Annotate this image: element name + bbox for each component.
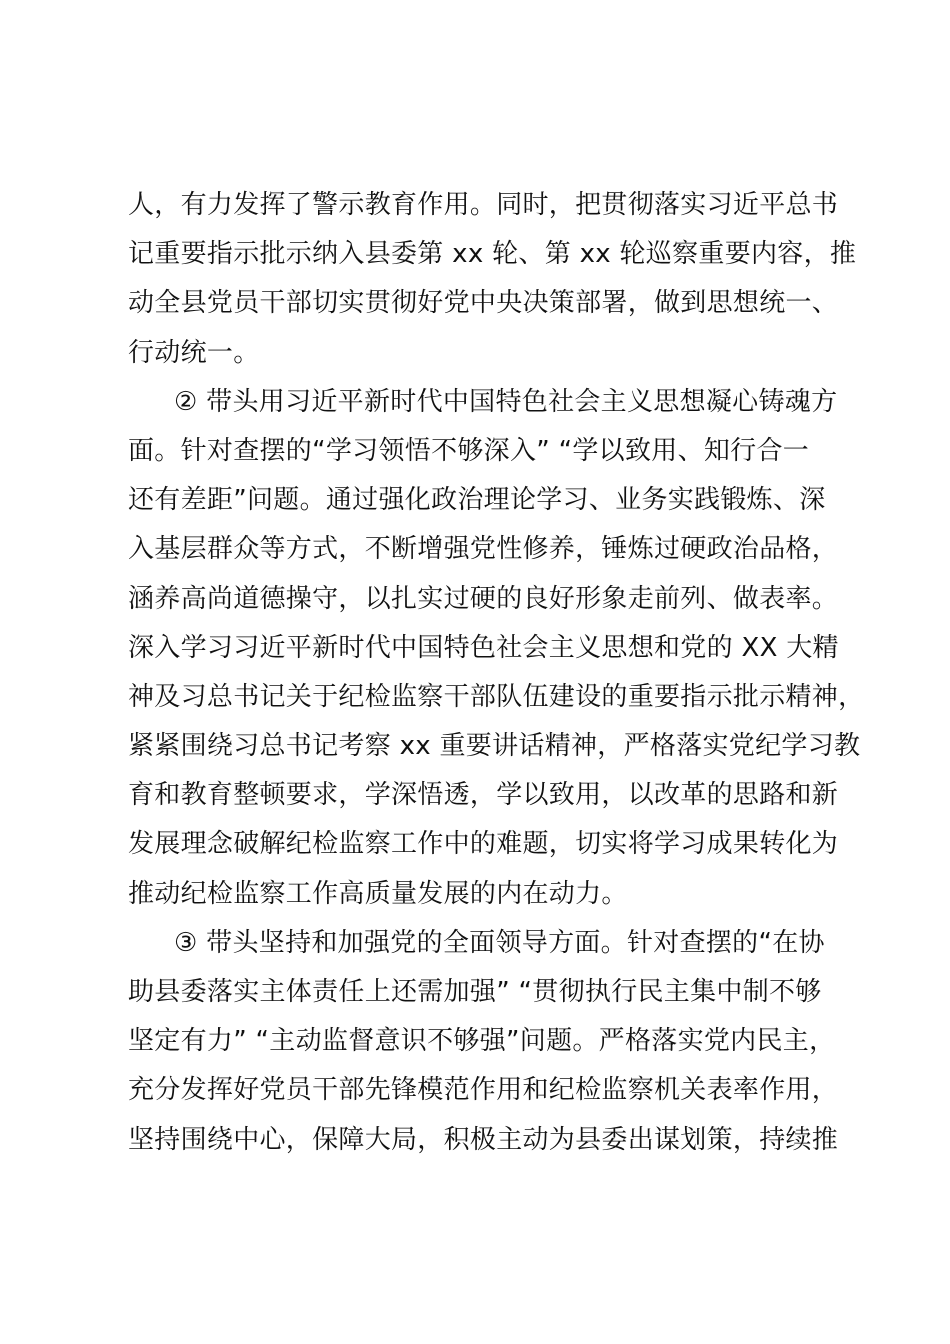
text-line: 入基层群众等方式，不断增强党性修养，锤炼过硬政治品格， <box>128 534 839 565</box>
text-line: 面。针对查摆的“学习领悟不够深入” “学以致用、知行合一 <box>128 435 810 466</box>
paragraph-item-3 <box>128 919 858 1165</box>
text-line: 充分发挥好党员干部先锋模范作用和纪检监察机关表率作用， <box>128 1075 839 1106</box>
paragraph-item-2 <box>128 378 865 919</box>
document-body <box>128 181 865 1165</box>
text-line: 神及习总书记关于纪检监察干部队伍建设的重要指示批示精神， <box>128 681 865 712</box>
text-line: 推动纪检监察工作高质量发展的内在动力。 <box>128 878 628 909</box>
text-line: 坚持围绕中心，保障大局，积极主动为县委出谋划策，持续推 <box>128 1124 839 1155</box>
text-line: 紧紧围绕习总书记考察 xx 重要讲话精神，严格落实党纪学习教 <box>128 731 861 762</box>
text-line: 记重要指示批示纳入县委第 xx 轮、第 xx 轮巡察重要内容，推 <box>128 239 857 270</box>
text-line: ② 带头用习近平新时代中国特色社会主义思想凝心铸魂方 <box>174 386 838 417</box>
text-line: 深入学习习近平新时代中国特色社会主义思想和党的 XX 大精 <box>128 632 839 663</box>
text-line: 坚定有力” “主动监督意识不够强”问题。严格落实党内民主， <box>128 1026 836 1057</box>
paragraph-continuation <box>128 181 858 378</box>
text-line: 涵养高尚道德操守，以扎实过硬的良好形象走前列、做表率。 <box>128 583 839 614</box>
text-line: 人，有力发挥了警示教育作用。同时，把贯彻落实习近平总书 <box>128 190 839 220</box>
text-line: 助县委落实主体责任上还需加强” “贯彻执行民主集中制不够 <box>128 977 822 1007</box>
text-line: ③ 带头坚持和加强党的全面领导方面。针对查摆的“在协 <box>174 927 825 958</box>
text-line: 动全县党员干部切实贯彻好党中央决策部署，做到思想统一、 <box>128 288 839 319</box>
text-line: 发展理念破解纪检监察工作中的难题，切实将学习成果转化为 <box>128 829 839 860</box>
text-line: 还有差距”问题。通过强化政治理论学习、业务实践锻炼、深 <box>128 485 826 516</box>
text-line: 育和教育整顿要求，学深悟透，学以致用，以改革的思路和新 <box>128 780 839 811</box>
text-line: 行动统一。 <box>128 337 260 368</box>
